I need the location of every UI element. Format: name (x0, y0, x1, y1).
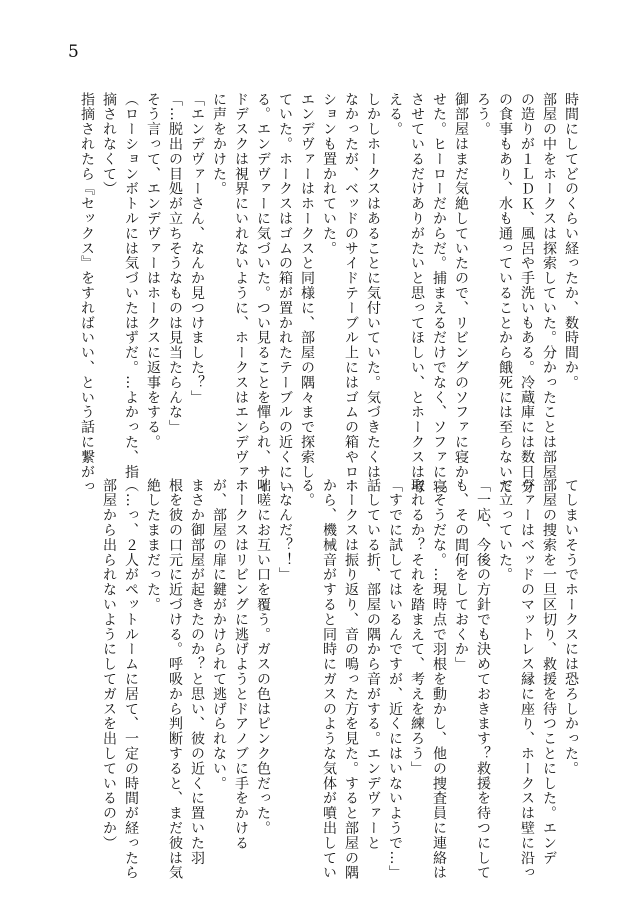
text-column: ションも置かれていた。 (321, 92, 337, 256)
text-column: 時間にしてどのくらい経ったか、数時間か。 (563, 92, 579, 390)
text-column: まさか御部屋が起きたのか？と思い、彼の近くに置いた羽 (189, 478, 205, 866)
text-column: 部屋から出られないようにしてガスを出しているのか） (101, 478, 117, 851)
text-column: （ローションボトルには気づいたはずだ。…よかった、指 (123, 92, 139, 480)
text-column: 摘されなくて） (101, 92, 117, 197)
text-column: に声をかけた。 (211, 92, 227, 197)
text-column: 「そうだな。…現時点で羽根を動かし、他の捜査員に連絡は (431, 478, 447, 881)
text-column: る。 (299, 478, 315, 508)
text-column: 「…脱出の目処が立ちそうなものは見当たらんな」 (167, 92, 183, 435)
text-column: 「なんだ？！」 (277, 478, 293, 583)
text-column: せた。ヒーローだからだ。捕まえるだけでなく、ソファに寝 (431, 92, 447, 495)
text-column: 取れるか？それを踏まえて、考えを練ろう」 (409, 478, 425, 776)
text-column: 「エンデヴァーさん、なんか見つけました？」 (189, 92, 205, 405)
text-column: 絶したままだった。 (145, 478, 161, 613)
text-column: ヴァーはベッドのマットレス縁に座り、ホークスは壁に沿っ (519, 478, 535, 881)
text-column: させているだけありがたいと思ってほしい、とホークスは考 (409, 92, 425, 495)
text-column: 話している折、部屋の隅から音がする。エンデヴァーと (365, 478, 381, 851)
text-column: 咄嗟にお互い口を覆う。ガスの色はピンク色だった。 (255, 478, 271, 836)
text-column: 指摘されたら『セックス』をすればいい、という話に繋がっ (79, 92, 95, 495)
text-column: から、機械音がすると同時にガスのような気体が噴出してい (321, 478, 337, 881)
text-column: 根を彼の口元に近づける。呼吸から判断すると、まだ彼は気 (167, 478, 183, 881)
page-number: 5 (68, 42, 79, 62)
text-column: ホークスは振り返り、音の鳴った方を見た。すると部屋の隅 (343, 478, 359, 881)
text-column: （…っ、２人がペットルームに居て、一定の時間が経ったら (123, 478, 139, 881)
text-column: る。エンデヴァーに気づいた。つい見ることを憚られ、サイ (255, 92, 271, 495)
text-column: 部屋の中をホークスは探索していた。分かったことは部屋 (541, 92, 557, 480)
text-column: ていた。ホークスはゴムの箱が置かれたテーブルの近くにい (277, 92, 293, 495)
text-column: も、その間何をしておくか」 (453, 478, 469, 672)
text-column: てしまいそうでホークスには恐ろしかった。 (563, 478, 579, 776)
text-column: そう言って、エンデヴァーはホークスに返事をする。 (145, 92, 161, 450)
text-column: 御部屋はまだ気絶していたので、リビングのソファに寝か (453, 92, 469, 480)
text-column: ろう。 (475, 92, 491, 137)
text-column: て立っていた。 (497, 478, 513, 583)
text-column: の食事もあり、水も通っていることから餓死には至らないだ (497, 92, 513, 495)
text-column: しかしホークスはあることに気付いていた。気づきたくは (365, 92, 381, 480)
text-column: なかったが、ベッドのサイドテーブル上にはゴムの箱やロー (343, 92, 359, 495)
text-column: が、部屋の扉に鍵がかけられて逃げられない。 (211, 478, 227, 791)
text-column: エンデヴァーはホークスと同様に、部屋の隅々まで探索し (299, 92, 315, 480)
text-column: ホークスはリビングに逃げようとドアノブに手をかける (233, 478, 249, 851)
text-column: 「一応、今後の方針でも決めておきます？救援を待つにして (475, 478, 491, 881)
text-column: ドデスクは視界にいれないように、ホークスはエンデヴァー (233, 92, 249, 495)
text-column: 部屋の捜索を一旦区切り、救援を待つことにした。エンデ (541, 478, 557, 866)
upper-text-block (76, 92, 582, 495)
text-column: の造りが１ＬＤＫ、風呂や手洗いもある。冷蔵庫には数日分 (519, 92, 535, 495)
text-column: 「すでに試してはいるんですが、近くにはいないようで…」 (387, 478, 403, 881)
lower-text-block (98, 478, 582, 881)
text-column: える。 (387, 92, 403, 137)
